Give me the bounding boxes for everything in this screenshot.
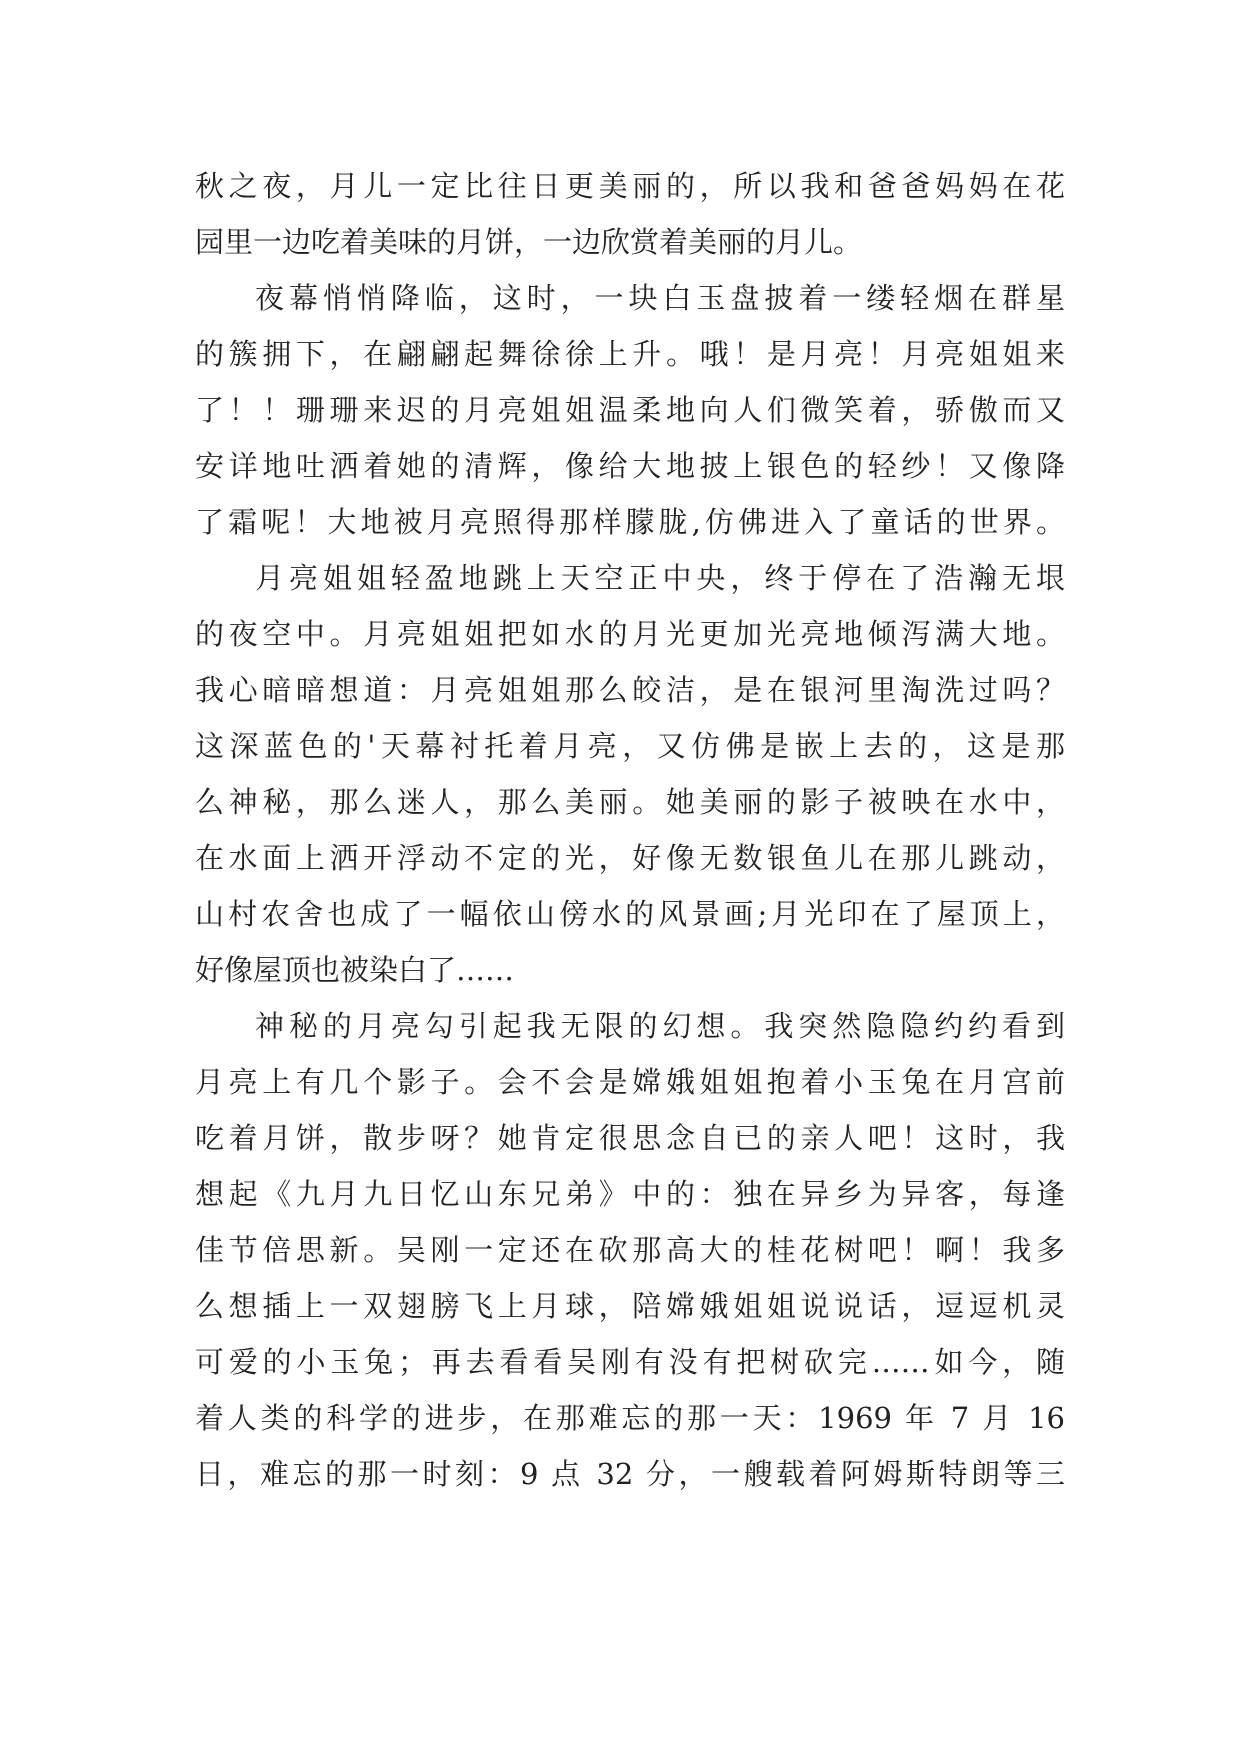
text-line: 么想插上一双翅膀飞上月球，陪嫦娥姐姐说说话，逗逗机灵 — [195, 1289, 1065, 1323]
paragraph-first-line: 神秘的月亮勾引起我无限的幻想。我突然隐隐约约看到 — [255, 1009, 1065, 1043]
text-line: 的夜空中。月亮姐姐把如水的月光更加光亮地倾泻满大地。 — [195, 617, 1065, 651]
body-text — [195, 158, 1065, 1502]
text-line: 好像屋顶也被染白了…… — [195, 953, 515, 987]
text-line: 了！！珊珊来迟的月亮姐姐温柔地向人们微笑着，骄傲而又 — [195, 393, 1065, 427]
text-line: 秋之夜，月儿一定比往日更美丽的，所以我和爸爸妈妈在花 — [195, 169, 1065, 203]
text-line: 想起《九月九日忆山东兄弟》中的：独在异乡为异客，每逢 — [195, 1177, 1065, 1211]
paragraph-first-line: 夜幕悄悄降临，这时，一块白玉盘披着一缕轻烟在群星 — [255, 281, 1065, 315]
text-line: 园里一边吃着美味的月饼，一边欣赏着美丽的月儿。 — [195, 225, 863, 259]
text-line: 可爱的小玉兔；再去看看吴刚有没有把树砍完……如今，随 — [195, 1345, 1065, 1379]
text-line: 月亮上有几个影子。会不会是嫦娥姐姐抱着小玉兔在月宫前 — [195, 1065, 1065, 1099]
text-line: 么神秘，那么迷人，那么美丽。她美丽的影子被映在水中， — [195, 785, 1065, 819]
text-line: 佳节倍思新。吴刚一定还在砍那高大的桂花树吧！啊！我多 — [195, 1233, 1065, 1267]
text-line: 日，难忘的那一时刻：9 点 32 分，一艘载着阿姆斯特朗等三 — [195, 1457, 1065, 1491]
text-line: 安详地吐洒着她的清辉，像给大地披上银色的轻纱！又像降 — [195, 449, 1065, 483]
text-line: 在水面上洒开浮动不定的光，好像无数银鱼儿在那儿跳动， — [195, 841, 1065, 875]
text-line: 这深蓝色的'天幕衬托着月亮，又仿佛是嵌上去的，这是那 — [195, 729, 1065, 763]
text-line: 我心暗暗想道：月亮姐姐那么皎洁，是在银河里淘洗过吗？ — [195, 673, 1065, 707]
text-line: 的簇拥下，在翩翩起舞徐徐上升。哦！是月亮！月亮姐姐来 — [195, 337, 1065, 371]
text-line: 吃着月饼，散步呀？她肯定很思念自已的亲人吧！这时，我 — [195, 1121, 1065, 1155]
text-line: 山村农舍也成了一幅依山傍水的风景画;月光印在了屋顶上， — [195, 897, 1065, 931]
text-line: 着人类的科学的进步，在那难忘的那一天：1969 年 7 月 16 — [195, 1401, 1065, 1435]
text-line: 了霜呢！大地被月亮照得那样朦胧,仿佛进入了童话的世界。 — [195, 505, 1065, 539]
paragraph-first-line: 月亮姐姐轻盈地跳上天空正中央，终于停在了浩瀚无垠 — [255, 561, 1065, 595]
